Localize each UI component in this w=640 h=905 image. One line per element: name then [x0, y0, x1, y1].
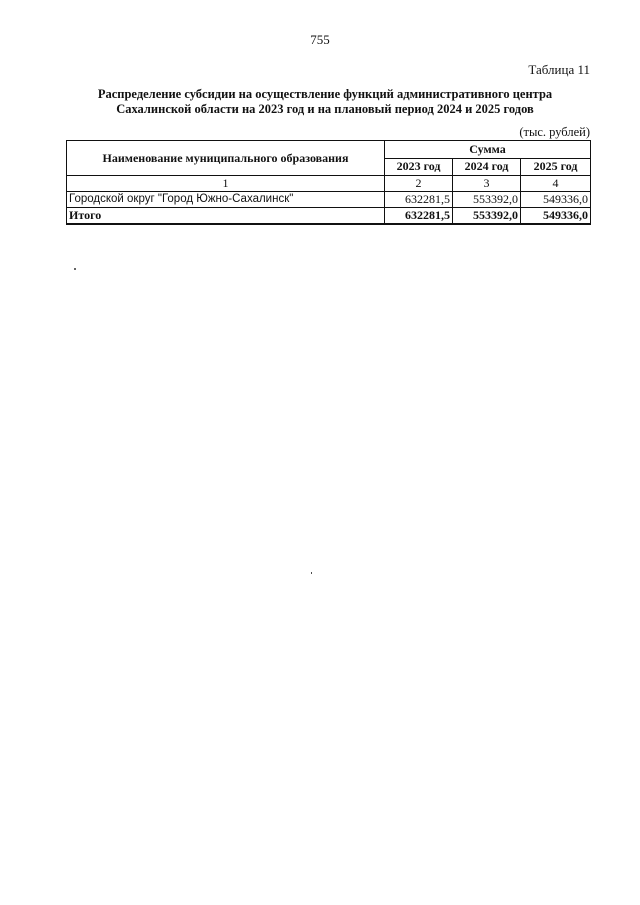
header-name: Наименование муниципального образования: [67, 141, 385, 176]
index-cell: 2: [385, 176, 453, 192]
subsidy-table: [66, 140, 591, 225]
header-year-2023: 2023 год: [385, 158, 453, 176]
table-row: [67, 192, 591, 208]
units-note: (тыс. рублей): [519, 125, 590, 139]
table-label: Таблица 11: [528, 62, 590, 77]
scan-speck: [74, 268, 76, 270]
total-2023: 632281,5: [385, 208, 453, 225]
title-line-1: Распределение субсидии на осуществление функций административного центра: [97, 87, 553, 101]
scan-speck: [311, 572, 312, 574]
document-title: [60, 87, 590, 117]
index-cell: 3: [453, 176, 521, 192]
index-cell: 4: [521, 176, 591, 192]
header-year-2025: 2025 год: [521, 158, 591, 176]
page-number: 755: [310, 32, 330, 47]
index-row: [67, 176, 591, 192]
municipality-name: Городской округ "Город Южно-Сахалинск": [67, 192, 385, 208]
total-label: Итого: [67, 208, 385, 225]
header-sum: Сумма: [385, 141, 591, 159]
value-2025: 549336,0: [521, 192, 591, 208]
total-2025: 549336,0: [521, 208, 591, 225]
total-row: [67, 208, 591, 225]
value-2023: 632281,5: [385, 192, 453, 208]
header-year-2024: 2024 год: [453, 158, 521, 176]
header-row: [67, 141, 591, 159]
total-2024: 553392,0: [453, 208, 521, 225]
index-cell: 1: [67, 176, 385, 192]
value-2024: 553392,0: [453, 192, 521, 208]
title-line-2: Сахалинской области на 2023 год и на плановый период 2024 и 2025 годов: [116, 102, 534, 116]
